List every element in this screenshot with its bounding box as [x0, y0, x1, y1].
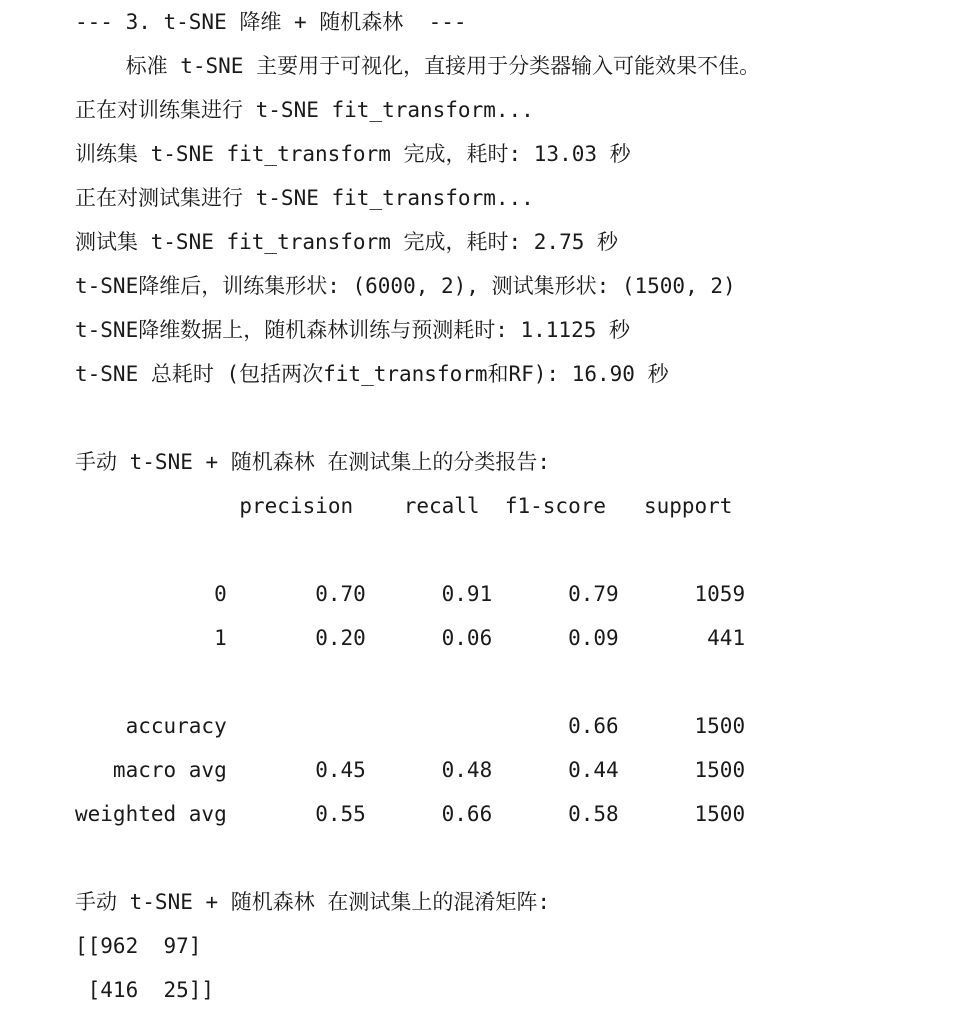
log-line: t-SNE降维数据上，随机森林训练与预测耗时: 1.1125 秒 — [75, 318, 631, 342]
section-header: --- 3. t-SNE 降维 + 随机森林 --- — [75, 10, 467, 34]
blank-line — [75, 396, 955, 440]
report-row: 1 0.20 0.06 0.09 441 — [75, 626, 746, 650]
blank-line — [75, 660, 955, 704]
blank-line — [75, 528, 955, 572]
blank-line — [75, 836, 955, 880]
note-line: 标准 t-SNE 主要用于可视化，直接用于分类器输入可能效果不佳。 — [75, 54, 761, 78]
report-row: weighted avg 0.55 0.66 0.58 1500 — [75, 802, 746, 826]
log-line: t-SNE 总耗时 (包括两次fit_transform和RF): 16.90 秒 — [75, 362, 669, 386]
log-line: 正在对训练集进行 t-SNE fit_transform... — [75, 98, 534, 122]
log-line: 测试集 t-SNE fit_transform 完成，耗时: 2.75 秒 — [75, 230, 619, 254]
matrix-row: [416 25]] — [75, 978, 215, 1002]
report-row: macro avg 0.45 0.48 0.44 1500 — [75, 758, 746, 782]
matrix-title: 手动 t-SNE + 随机森林 在测试集上的混淆矩阵: — [75, 890, 551, 914]
report-header: precision recall f1-score support — [75, 494, 733, 518]
console-output — [75, 0, 955, 1012]
report-row: 0 0.70 0.91 0.79 1059 — [75, 582, 746, 606]
log-line: 训练集 t-SNE fit_transform 完成，耗时: 13.03 秒 — [75, 142, 631, 166]
matrix-row: [[962 97] — [75, 934, 202, 958]
log-line: t-SNE降维后，训练集形状: (6000, 2), 测试集形状: (1500, 2) — [75, 274, 736, 298]
report-title: 手动 t-SNE + 随机森林 在测试集上的分类报告: — [75, 450, 551, 474]
report-row: accuracy 0.66 1500 — [75, 714, 746, 738]
log-line: 正在对测试集进行 t-SNE fit_transform... — [75, 186, 534, 210]
